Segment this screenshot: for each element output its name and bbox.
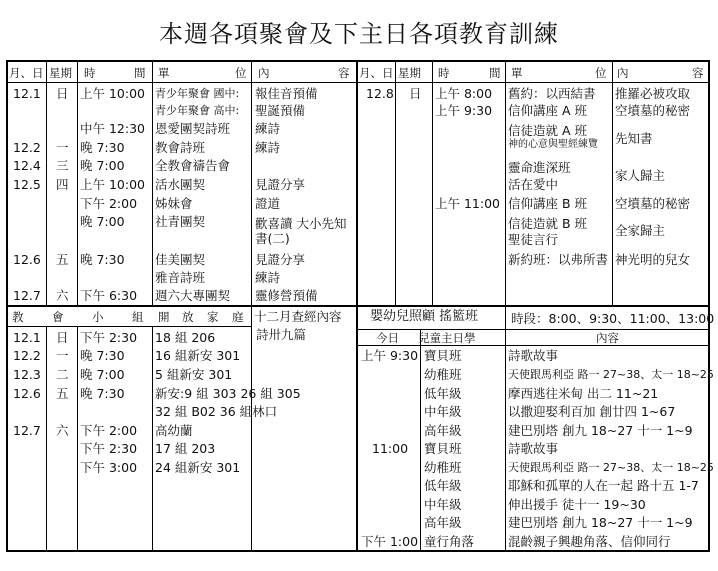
bible-study-title: 十二月查經內容 xyxy=(254,309,342,324)
ss-class: 中年級 xyxy=(424,497,462,512)
row-content: 全家歸主 xyxy=(615,223,666,238)
row-content: 報佳音預備 xyxy=(255,86,318,101)
group-header-7: 家 xyxy=(207,310,219,324)
row-content: 見證分享 xyxy=(255,177,306,192)
page-title: 本週各項聚會及下主日各項教育訓練 xyxy=(159,20,559,48)
ss-content: 建巴別塔 創九 18~27 十一 1~9 xyxy=(508,423,693,438)
row-unit: 雅音詩班 xyxy=(155,270,206,285)
group-time: 晚 7:00 xyxy=(80,367,125,382)
ss-class: 幼稚班 xyxy=(424,367,462,382)
divider xyxy=(420,330,421,552)
row-content: 推羅必被攻取 xyxy=(615,86,691,101)
row-time: 上午 8:00 xyxy=(435,86,493,101)
group-header-2: 會 xyxy=(52,310,64,324)
row-unit: 青少年聚會 高中: xyxy=(155,104,240,117)
group-header-5: 開 xyxy=(158,310,170,324)
row-content: 練詩 xyxy=(255,270,281,285)
ss-content: 混齡親子興趣角落、信仰同行 xyxy=(508,534,671,549)
ss-content: 天使跟馬利亞 路一 27~38、太一 18~25 xyxy=(508,461,714,474)
group-time: 下午 2:30 xyxy=(80,441,138,456)
ss-header-content: 內容 xyxy=(596,331,619,345)
divider xyxy=(395,60,396,306)
group-header-6: 放 xyxy=(182,310,194,324)
row-time: 晚 7:00 xyxy=(80,214,125,229)
row-date: 12.1 xyxy=(13,86,41,101)
header-unit-1: 單 xyxy=(511,66,523,80)
row-content: 證道 xyxy=(255,196,281,211)
ss-class: 高年級 xyxy=(424,423,462,438)
header-time-2: 間 xyxy=(489,66,501,80)
header-time-2: 間 xyxy=(134,66,146,80)
ss-header-class: 兒童主日學 xyxy=(418,331,476,345)
ss-content: 詩歌故事 xyxy=(508,441,559,456)
row-weekday: 六 xyxy=(56,288,69,303)
row-time: 上午 9:30 xyxy=(435,103,493,118)
row-unit: 新約班：以弗所書 xyxy=(508,252,609,267)
ss-content: 耶穌和孤單的人在一起 路十五 1-7 xyxy=(508,478,699,493)
divider xyxy=(356,329,710,330)
row-time: 上午 10:00 xyxy=(80,177,145,192)
nursery-banner: 嬰幼兒照顧 搖籃班 xyxy=(370,309,479,324)
ss-class: 低年級 xyxy=(424,478,462,493)
row-unit: 社青團契 xyxy=(155,214,206,229)
group-weekday: 一 xyxy=(56,348,69,363)
group-weekday: 五 xyxy=(56,386,69,401)
group-time: 晚 7:30 xyxy=(80,386,125,401)
header-weekday: 星期 xyxy=(398,66,421,80)
ss-class: 高年級 xyxy=(424,515,462,530)
divider xyxy=(77,60,78,306)
ss-content: 以撒迎娶利百加 創廿四 1~67 xyxy=(508,404,676,419)
row-unit: 青少年聚會 國中: xyxy=(155,87,240,100)
row-content: 練詩 xyxy=(255,121,281,136)
row-unit: 週六大專團契 xyxy=(155,288,231,303)
ss-class: 低年級 xyxy=(424,386,462,401)
row-unit: 佳美團契 xyxy=(155,252,206,267)
group-place: 17 組 203 xyxy=(155,441,216,456)
divider xyxy=(505,330,506,552)
row-content: 神光明的兒女 xyxy=(615,252,691,267)
row-content: 靈修營預備 xyxy=(255,288,318,303)
group-date: 12.7 xyxy=(13,423,41,438)
group-weekday: 二 xyxy=(56,367,69,382)
header-unit-2: 位 xyxy=(235,66,247,80)
group-date: 12.3 xyxy=(13,367,41,382)
row-time: 上午 11:00 xyxy=(435,196,500,211)
row-time: 晚 7:00 xyxy=(80,158,125,173)
row-time: 晚 7:30 xyxy=(80,252,125,267)
header-date: 月、日 xyxy=(9,66,44,80)
group-place: 新安:9 組 303 26 組 305 xyxy=(155,386,301,401)
header-content-1: 內 xyxy=(617,66,629,80)
header-unit-2: 位 xyxy=(595,66,607,80)
ss-content: 天使跟馬利亞 路一 27~38、太一 18~25 xyxy=(508,368,714,381)
group-time: 下午 2:30 xyxy=(80,330,138,345)
row-weekday: 五 xyxy=(56,252,69,267)
header-time-1: 時 xyxy=(84,66,96,80)
group-date: 12.2 xyxy=(13,348,41,363)
group-time: 晚 7:30 xyxy=(80,348,125,363)
header-date: 月、日 xyxy=(359,66,394,80)
group-place: 24 組新安 301 xyxy=(155,460,241,475)
nursery-times: 時段：8:00、9:30、11:00、13:00 xyxy=(511,311,715,326)
row-content: 先知書 xyxy=(615,131,653,146)
ss-class: 中年級 xyxy=(424,404,462,419)
group-header-8: 庭 xyxy=(232,310,244,324)
header-time-1: 時 xyxy=(438,66,450,80)
row-unit: 信徒造就 B 班 xyxy=(508,216,588,231)
header-content-1: 內 xyxy=(258,66,270,80)
divider xyxy=(6,326,251,327)
row-weekday: 三 xyxy=(56,158,69,173)
divider xyxy=(77,327,78,552)
header-content-2: 容 xyxy=(692,66,704,80)
ss-class: 童行角落 xyxy=(424,534,475,549)
row-unit: 活在愛中 xyxy=(508,177,559,192)
row-unit: 信仰講座 A 班 xyxy=(508,103,587,118)
group-weekday: 六 xyxy=(56,423,69,438)
row-unit: 全教會禱告會 xyxy=(155,158,231,173)
ss-content: 詩歌故事 xyxy=(508,348,559,363)
ss-content: 伸出援手 徒十一 19~30 xyxy=(508,497,646,512)
divider xyxy=(6,305,356,307)
group-date: 12.6 xyxy=(13,386,41,401)
ss-class: 寶貝班 xyxy=(424,441,462,456)
row-content: 聖誕預備 xyxy=(255,103,306,118)
row-unit: 信仰講座 B 班 xyxy=(508,196,588,211)
row-content: 練詩 xyxy=(255,140,281,155)
row-time: 上午 10:00 xyxy=(80,86,145,101)
group-date: 12.1 xyxy=(13,330,41,345)
row-weekday: 日 xyxy=(409,86,422,101)
row-weekday: 四 xyxy=(56,177,69,192)
row-unit: 靈命進深班 xyxy=(508,160,571,175)
ss-content: 建巴別塔 創九 18~27 十一 1~9 xyxy=(508,515,693,530)
divider xyxy=(152,327,153,552)
row-content: 空墳墓的秘密 xyxy=(615,196,691,211)
divider xyxy=(505,60,506,306)
header-content-2: 容 xyxy=(338,66,350,80)
row-date: 12.6 xyxy=(13,252,41,267)
group-header-3: 小 xyxy=(92,310,104,324)
row-time: 晚 7:30 xyxy=(80,140,125,155)
row-unit: 恩愛團契詩班 xyxy=(155,121,231,136)
group-place: 高幼蘭 xyxy=(155,423,193,438)
divider xyxy=(356,345,710,346)
divider xyxy=(356,305,710,307)
ss-time: 上午 9:30 xyxy=(361,348,419,363)
row-time: 下午 2:00 xyxy=(80,196,138,211)
row-content: 見證分享 xyxy=(255,252,306,267)
group-time: 下午 2:00 xyxy=(80,423,138,438)
row-unit-detail: 神的心意與聖經練覽 xyxy=(508,139,598,150)
group-time: 下午 3:00 xyxy=(80,460,138,475)
row-content: 歡喜讀 大小先知書(二) xyxy=(255,216,347,246)
divider xyxy=(505,306,506,330)
row-content: 家人歸主 xyxy=(615,168,666,183)
row-unit: 姊妹會 xyxy=(155,196,193,211)
bible-study-content: 詩卅九篇 xyxy=(256,327,307,342)
divider xyxy=(432,60,433,306)
row-content: 空墳墓的秘密 xyxy=(615,103,691,118)
ss-time: 下午 1:00 xyxy=(361,534,419,549)
row-unit: 活水團契 xyxy=(155,177,206,192)
header-weekday: 星期 xyxy=(49,66,72,80)
row-date: 12.4 xyxy=(13,158,41,173)
ss-time: 11:00 xyxy=(372,441,409,456)
group-header-4: 組 xyxy=(132,310,144,324)
header-unit-1: 單 xyxy=(158,66,170,80)
divider xyxy=(251,60,252,306)
divider xyxy=(46,60,47,306)
row-unit: 舊約：以西結書 xyxy=(508,86,596,101)
row-time: 下午 6:30 xyxy=(80,288,138,303)
row-time: 中午 12:30 xyxy=(80,121,145,136)
ss-header-today: 今日 xyxy=(376,331,399,345)
ss-class: 寶貝班 xyxy=(424,348,462,363)
row-unit: 教會詩班 xyxy=(155,140,206,155)
divider xyxy=(612,60,613,306)
row-weekday: 一 xyxy=(56,140,69,155)
row-date: 12.2 xyxy=(13,140,41,155)
group-place: 5 組新安 301 xyxy=(155,367,233,382)
group-header-1: 教 xyxy=(12,310,24,324)
group-place: 18 組 206 xyxy=(155,330,216,345)
divider xyxy=(6,82,710,83)
divider xyxy=(251,306,252,552)
divider xyxy=(46,327,47,552)
group-place: 16 組新安 301 xyxy=(155,348,241,363)
row-date: 12.5 xyxy=(13,177,41,192)
ss-content: 摩西逃往米甸 出二 11~21 xyxy=(508,386,659,401)
divider xyxy=(152,60,153,306)
group-place: 32 組 B02 36 組林口 xyxy=(155,404,278,419)
group-weekday: 日 xyxy=(56,330,69,345)
ss-class: 幼稚班 xyxy=(424,460,462,475)
row-date: 12.7 xyxy=(13,288,41,303)
row-unit-detail: 聖徒言行 xyxy=(508,232,559,247)
row-unit: 信徒造就 A 班 xyxy=(508,123,587,138)
row-date: 12.8 xyxy=(366,86,394,101)
row-weekday: 日 xyxy=(56,86,69,101)
